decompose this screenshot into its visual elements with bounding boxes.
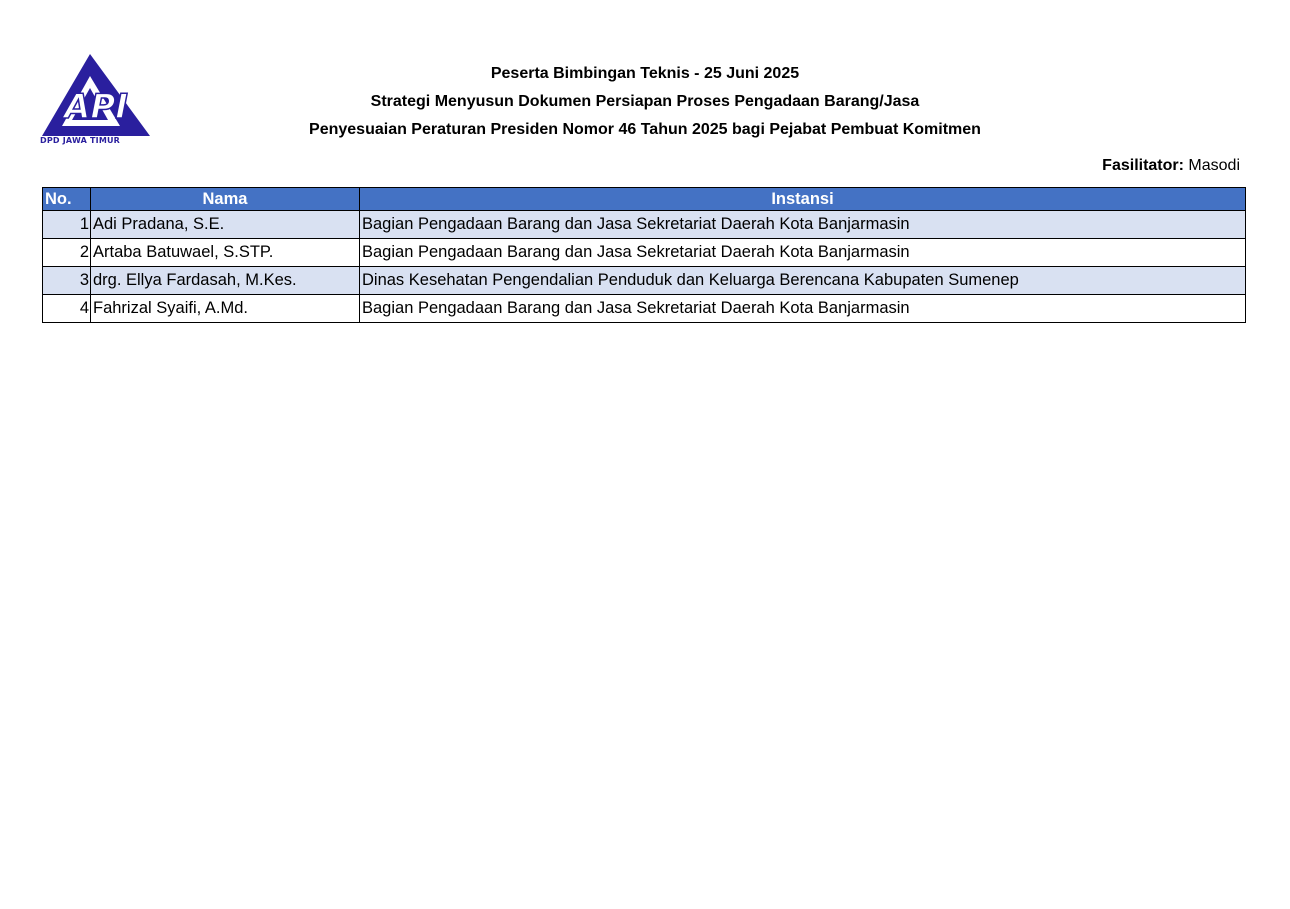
logo-letters: API [64,87,128,127]
cell-no: 4 [43,295,91,323]
cell-instansi: Bagian Pengadaan Barang dan Jasa Sekretariat Daerah Kota Banjarmasin [360,211,1246,239]
column-header-nama: Nama [91,188,360,211]
title-line-1: Peserta Bimbingan Teknis - 25 Juni 2025 [490,65,800,82]
cell-instansi: Dinas Kesehatan Pengendalian Penduduk dan Keluarga Berencana Kabupaten Sumenep [360,267,1246,295]
cell-no: 2 [43,239,91,267]
cell-instansi: Bagian Pengadaan Barang dan Jasa Sekretariat Daerah Kota Banjarmasin [360,295,1246,323]
title-line-2: Strategi Menyusun Dokumen Persiapan Proses Pengadaan Barang/Jasa [370,93,920,110]
logo-caption: DPD JAWA TIMUR [40,136,121,145]
table-row [43,267,1246,295]
fasilitator-label: Fasilitator: [1102,157,1184,174]
cell-nama: Artaba Batuwael, S.STP. [91,239,360,267]
fasilitator-name: Masodi [1188,157,1240,174]
table-row [43,239,1246,267]
table-header-row [43,188,1246,211]
cell-nama: Fahrizal Syaifi, A.Md. [91,295,360,323]
fasilitator [1102,155,1240,177]
table-row [43,211,1246,239]
participants-table [42,187,1246,323]
document-title-block [0,60,1290,144]
cell-no: 1 [43,211,91,239]
column-header-no: No. [43,188,91,211]
cell-nama: Adi Pradana, S.E. [91,211,360,239]
column-header-instansi: Instansi [360,188,1246,211]
cell-nama: drg. Ellya Fardasah, M.Kes. [91,267,360,295]
title-line-3: Penyesuaian Peraturan Presiden Nomor 46 Tahun 2025 bagi Pejabat Pembuat Komitmen [309,121,981,138]
table-row [43,295,1246,323]
cell-instansi: Bagian Pengadaan Barang dan Jasa Sekretariat Daerah Kota Banjarmasin [360,239,1246,267]
cell-no: 3 [43,267,91,295]
